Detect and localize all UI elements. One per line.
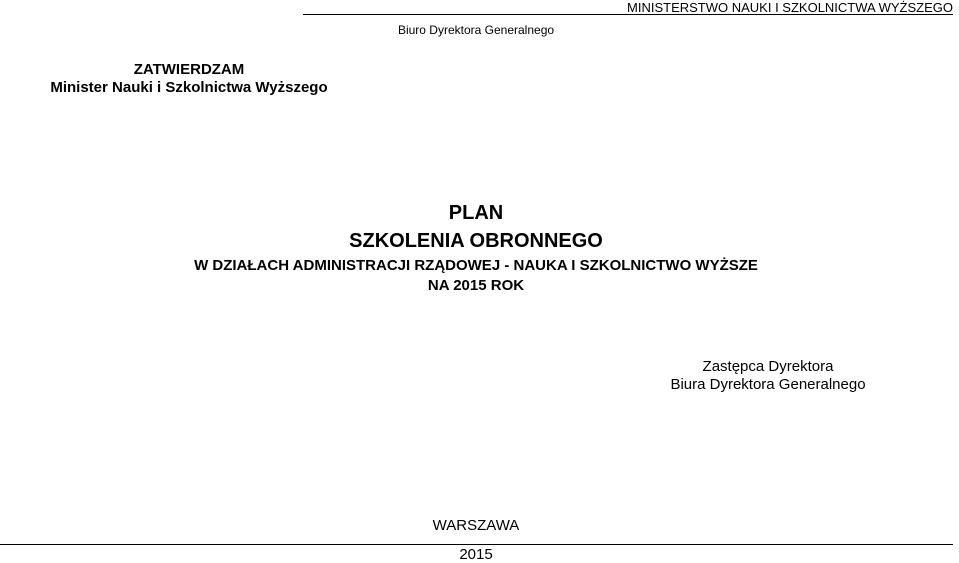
approval-authority: Minister Nauki i Szkolnictwa Wyższego [50, 79, 328, 96]
signatory-office: Biura Dyrektora Generalnego [670, 376, 866, 393]
header-rule [303, 14, 953, 15]
document-title-line-3: W DZIAŁACH ADMINISTRACJI RZĄDOWEJ - NAUKA I SZKOLNICTWO WYŻSZE [194, 257, 758, 274]
footer-rule [0, 544, 953, 545]
ministry-name: MINISTERSTWO NAUKI I SZKOLNICTWA WYŻSZEGO [627, 0, 953, 15]
document-title: PLAN [448, 202, 504, 224]
document-title-line-2: SZKOLENIA OBRONNEGO [349, 230, 603, 252]
signatory-title: Zastępca Dyrektora [702, 358, 834, 375]
footer-city: WARSZAWA [432, 517, 520, 534]
footer-year: 2015 [459, 546, 493, 563]
document-title-line-4: NA 2015 ROK [427, 277, 525, 294]
approval-heading: ZATWIERDZAM [133, 61, 245, 78]
bureau-name: Biuro Dyrektora Generalnego [397, 23, 555, 37]
